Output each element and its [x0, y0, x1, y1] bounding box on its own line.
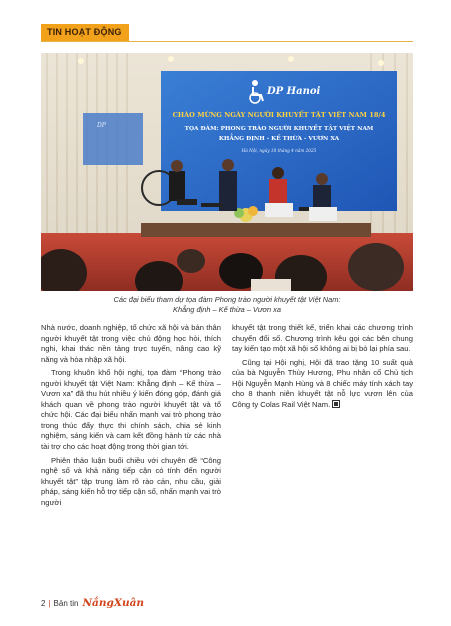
caption-line-1: Các đại biểu tham dự tọa đàm Phong trào người khuyết tật Việt Nam:: [113, 295, 341, 304]
paragraph: Phiên thảo luận buổi chiều với chuyên đề “Công nghệ số và khả năng tiếp cận có tính đến người khuyết tật” tập trung làm rõ rào cản, nhu cầu, giải pháp, sáng kiến hỗ trợ tiếp cận số, nhấn mạnh vai trò người: [41, 455, 221, 507]
header-rule: [41, 41, 413, 42]
banner-subtitle-2: KHẲNG ĐỊNH - KẾ THỪA - VƯƠN XA: [218, 136, 340, 142]
paragraph: khuyết tật trong thiết kế, triển khai các chương trình chuyển đổi số. Chương trình kêu gọi các bên chung tay kiến tạo một xã hội số không ai bị bỏ lại phía sau.: [232, 323, 413, 354]
banner-title: CHÀO MỪNG NGÀY NGƯỜI KHUYẾT TẬT VIỆT NAM 18/4: [172, 111, 386, 119]
brand-logo: NắngXuân: [82, 597, 145, 609]
paragraph-text: Cũng tại Hội nghị, Hội đã trao tặng 10 suất quà của bà Nguyễn Thùy Hương, Phu nhân cố Chủ tịch Hội Nguyễn Mạnh Hùng và 8 chiếc máy tính xách tay cho 8 thanh niên khuyết tật nỗ lực vươn lên của Công ty Colas Rail Việt Nam.: [232, 357, 413, 409]
section-tag: TIN HOẠT ĐỘNG: [41, 24, 129, 41]
banner-date: Hà Nội, ngày 18 tháng 4 năm 2025: [241, 148, 317, 153]
banner-brand: DP Hanoi: [267, 86, 321, 97]
banner-subtitle-1: TỌA ĐÀM: PHONG TRÀO NGƯỜI KHUYẾT TẬT VIỆT NAM: [184, 126, 374, 132]
event-photo: [41, 53, 413, 291]
footer-label: Bản tin: [53, 598, 79, 608]
article-column-right: [232, 323, 413, 410]
article-column-left: [41, 323, 221, 508]
svg-text:DP: DP: [97, 122, 106, 129]
page-number: 2: [41, 598, 46, 608]
page-footer: [41, 596, 144, 610]
photo-caption: [41, 295, 413, 315]
paragraph: Trong khuôn khổ hội nghị, tọa đàm “Phong trào người khuyết tật Việt Nam: Khẳng định – Kế thừa – Vươn xa” đã thu hút nhiều ý kiến đóng góp, đánh giá khách quan về phong trào người khuyết tật và tổ chức hội. Các đại biểu nhấn mạnh vai trò phong trào trong thúc đẩy thực thi chính sách, chia sẻ kinh nghiệm, sáng kiến và cam kết đồng hành từ các nhà tài trợ cho các hoạt động trong thời gian tới.: [41, 368, 221, 452]
caption-line-2: Khẳng định – Kế thừa – Vươn xa: [173, 305, 281, 314]
paragraph-final: [232, 358, 413, 411]
footer-separator: |: [48, 598, 51, 608]
paragraph: Nhà nước, doanh nghiệp, tổ chức xã hội và bản thân người khuyết tật trong việc chủ động học hỏi, thích nghi, khai thác nền tảng trực tuyến, nâng cao kỹ năng và hòa nhập xã hội.: [41, 323, 221, 364]
end-mark-icon: [332, 400, 340, 408]
